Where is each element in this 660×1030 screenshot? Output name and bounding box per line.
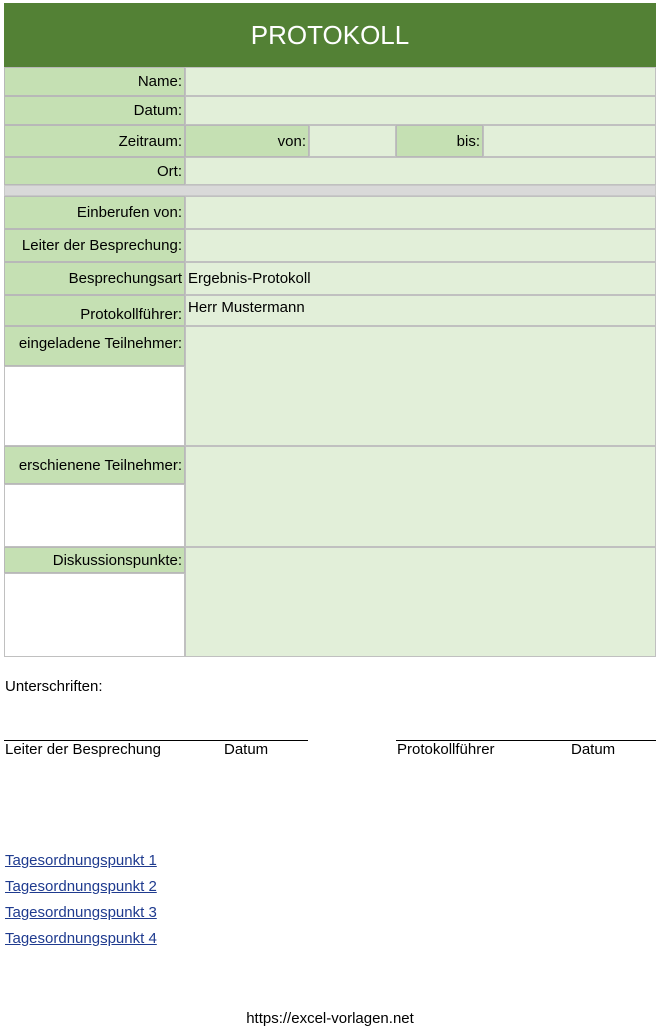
diskussionspunkte-label: Diskussionspunkte: [4, 547, 185, 573]
eingeladene-teilnehmer-field[interactable] [185, 326, 656, 446]
protokollfuehrer-field[interactable]: Herr Mustermann [185, 295, 656, 326]
datum-field[interactable] [185, 96, 656, 125]
eingeladene-teilnehmer-label: eingeladene Teilnehmer: [4, 326, 185, 366]
leiter-field[interactable] [185, 229, 656, 262]
ort-field[interactable] [185, 157, 656, 185]
zeitraum-label: Zeitraum: [4, 125, 185, 157]
eingeladene-spacer [4, 366, 185, 446]
ort-label: Ort: [4, 157, 185, 185]
agenda-link-2[interactable]: Tagesordnungspunkt 2 [5, 878, 157, 895]
erschienene-teilnehmer-field[interactable] [185, 446, 656, 547]
name-field[interactable] [185, 67, 656, 96]
erschienene-teilnehmer-label: erschienene Teilnehmer: [4, 446, 185, 484]
einberufen-label: Einberufen von: [4, 196, 185, 229]
erschienene-spacer [4, 484, 185, 547]
signature-date-left: Datum [224, 741, 269, 758]
signature-role-protokollfuehrer: Protokollführer [397, 741, 495, 758]
besprechungsart-label: Besprechungsart [4, 262, 185, 295]
section-divider [4, 185, 656, 196]
diskussion-spacer [4, 573, 185, 657]
name-label: Name: [4, 67, 185, 96]
signature-role-leiter: Leiter der Besprechung [5, 741, 161, 758]
protokollfuehrer-label: Protokollführer: [4, 295, 185, 326]
signatures-heading: Unterschriften: [5, 678, 103, 695]
diskussionspunkte-field[interactable] [185, 547, 656, 657]
besprechungsart-field[interactable]: Ergebnis-Protokoll [185, 262, 656, 295]
agenda-link-3[interactable]: Tagesordnungspunkt 3 [5, 904, 157, 921]
page-title: PROTOKOLL [4, 3, 656, 67]
signature-date-right: Datum [571, 741, 616, 758]
datum-label: Datum: [4, 96, 185, 125]
agenda-link-4[interactable]: Tagesordnungspunkt 4 [5, 930, 157, 947]
von-label: von: [185, 125, 309, 157]
bis-label: bis: [396, 125, 483, 157]
footer-url[interactable]: https://excel-vorlagen.net [246, 1010, 414, 1027]
agenda-link-1[interactable]: Tagesordnungspunkt 1 [5, 852, 157, 869]
leiter-label: Leiter der Besprechung: [4, 229, 185, 262]
von-field[interactable] [309, 125, 396, 157]
bis-field[interactable] [483, 125, 656, 157]
einberufen-field[interactable] [185, 196, 656, 229]
